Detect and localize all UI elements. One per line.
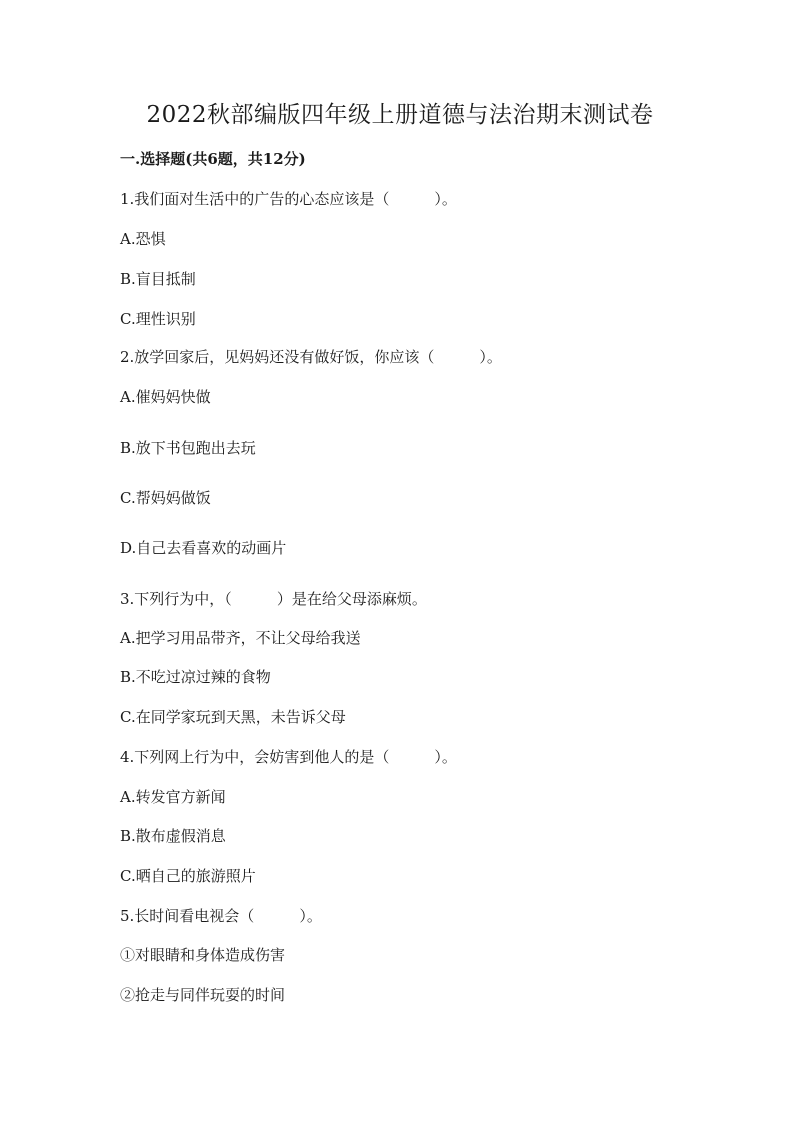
question-1-option-a: A.恐惧: [120, 230, 166, 248]
question-4-option-b: B.散布虚假消息: [120, 827, 226, 845]
section-heading: 一.选择题(共6题，共12分): [120, 150, 306, 168]
question-4-option-c: C.晒自己的旅游照片: [120, 867, 256, 885]
question-1-option-c: C.理性识别: [120, 310, 196, 328]
question-3-option-c: C.在同学家玩到天黑，未告诉父母: [120, 708, 346, 726]
question-5-option-2: ②抢走与同伴玩耍的时间: [120, 986, 286, 1004]
page-title: 2022秋部编版四年级上册道德与法治期末测试卷: [146, 102, 654, 128]
question-3-option-a: A.把学习用品带齐，不让父母给我送: [120, 629, 361, 647]
question-2-option-d: D.自己去看喜欢的动画片: [120, 539, 287, 557]
question-2-option-a: A.催妈妈快做: [120, 388, 211, 406]
question-5-stem: 5.长时间看电视会（ ）。: [120, 907, 322, 925]
question-4-option-a: A.转发官方新闻: [120, 788, 226, 806]
question-1-stem: 1.我们面对生活中的广告的心态应该是（ ）。: [120, 190, 457, 208]
question-2-stem: 2.放学回家后，见妈妈还没有做好饭，你应该（ ）。: [120, 348, 502, 366]
question-4-stem: 4.下列网上行为中，会妨害到他人的是（ ）。: [120, 748, 457, 766]
question-2-option-c: C.帮妈妈做饭: [120, 489, 211, 507]
question-5-option-1: ①对眼睛和身体造成伤害: [120, 946, 286, 964]
question-1-option-b: B.盲目抵制: [120, 270, 196, 288]
question-3-option-b: B.不吃过凉过辣的食物: [120, 668, 271, 686]
question-3-stem: 3.下列行为中，（ ）是在给父母添麻烦。: [120, 590, 427, 608]
question-2-option-b: B.放下书包跑出去玩: [120, 439, 256, 457]
